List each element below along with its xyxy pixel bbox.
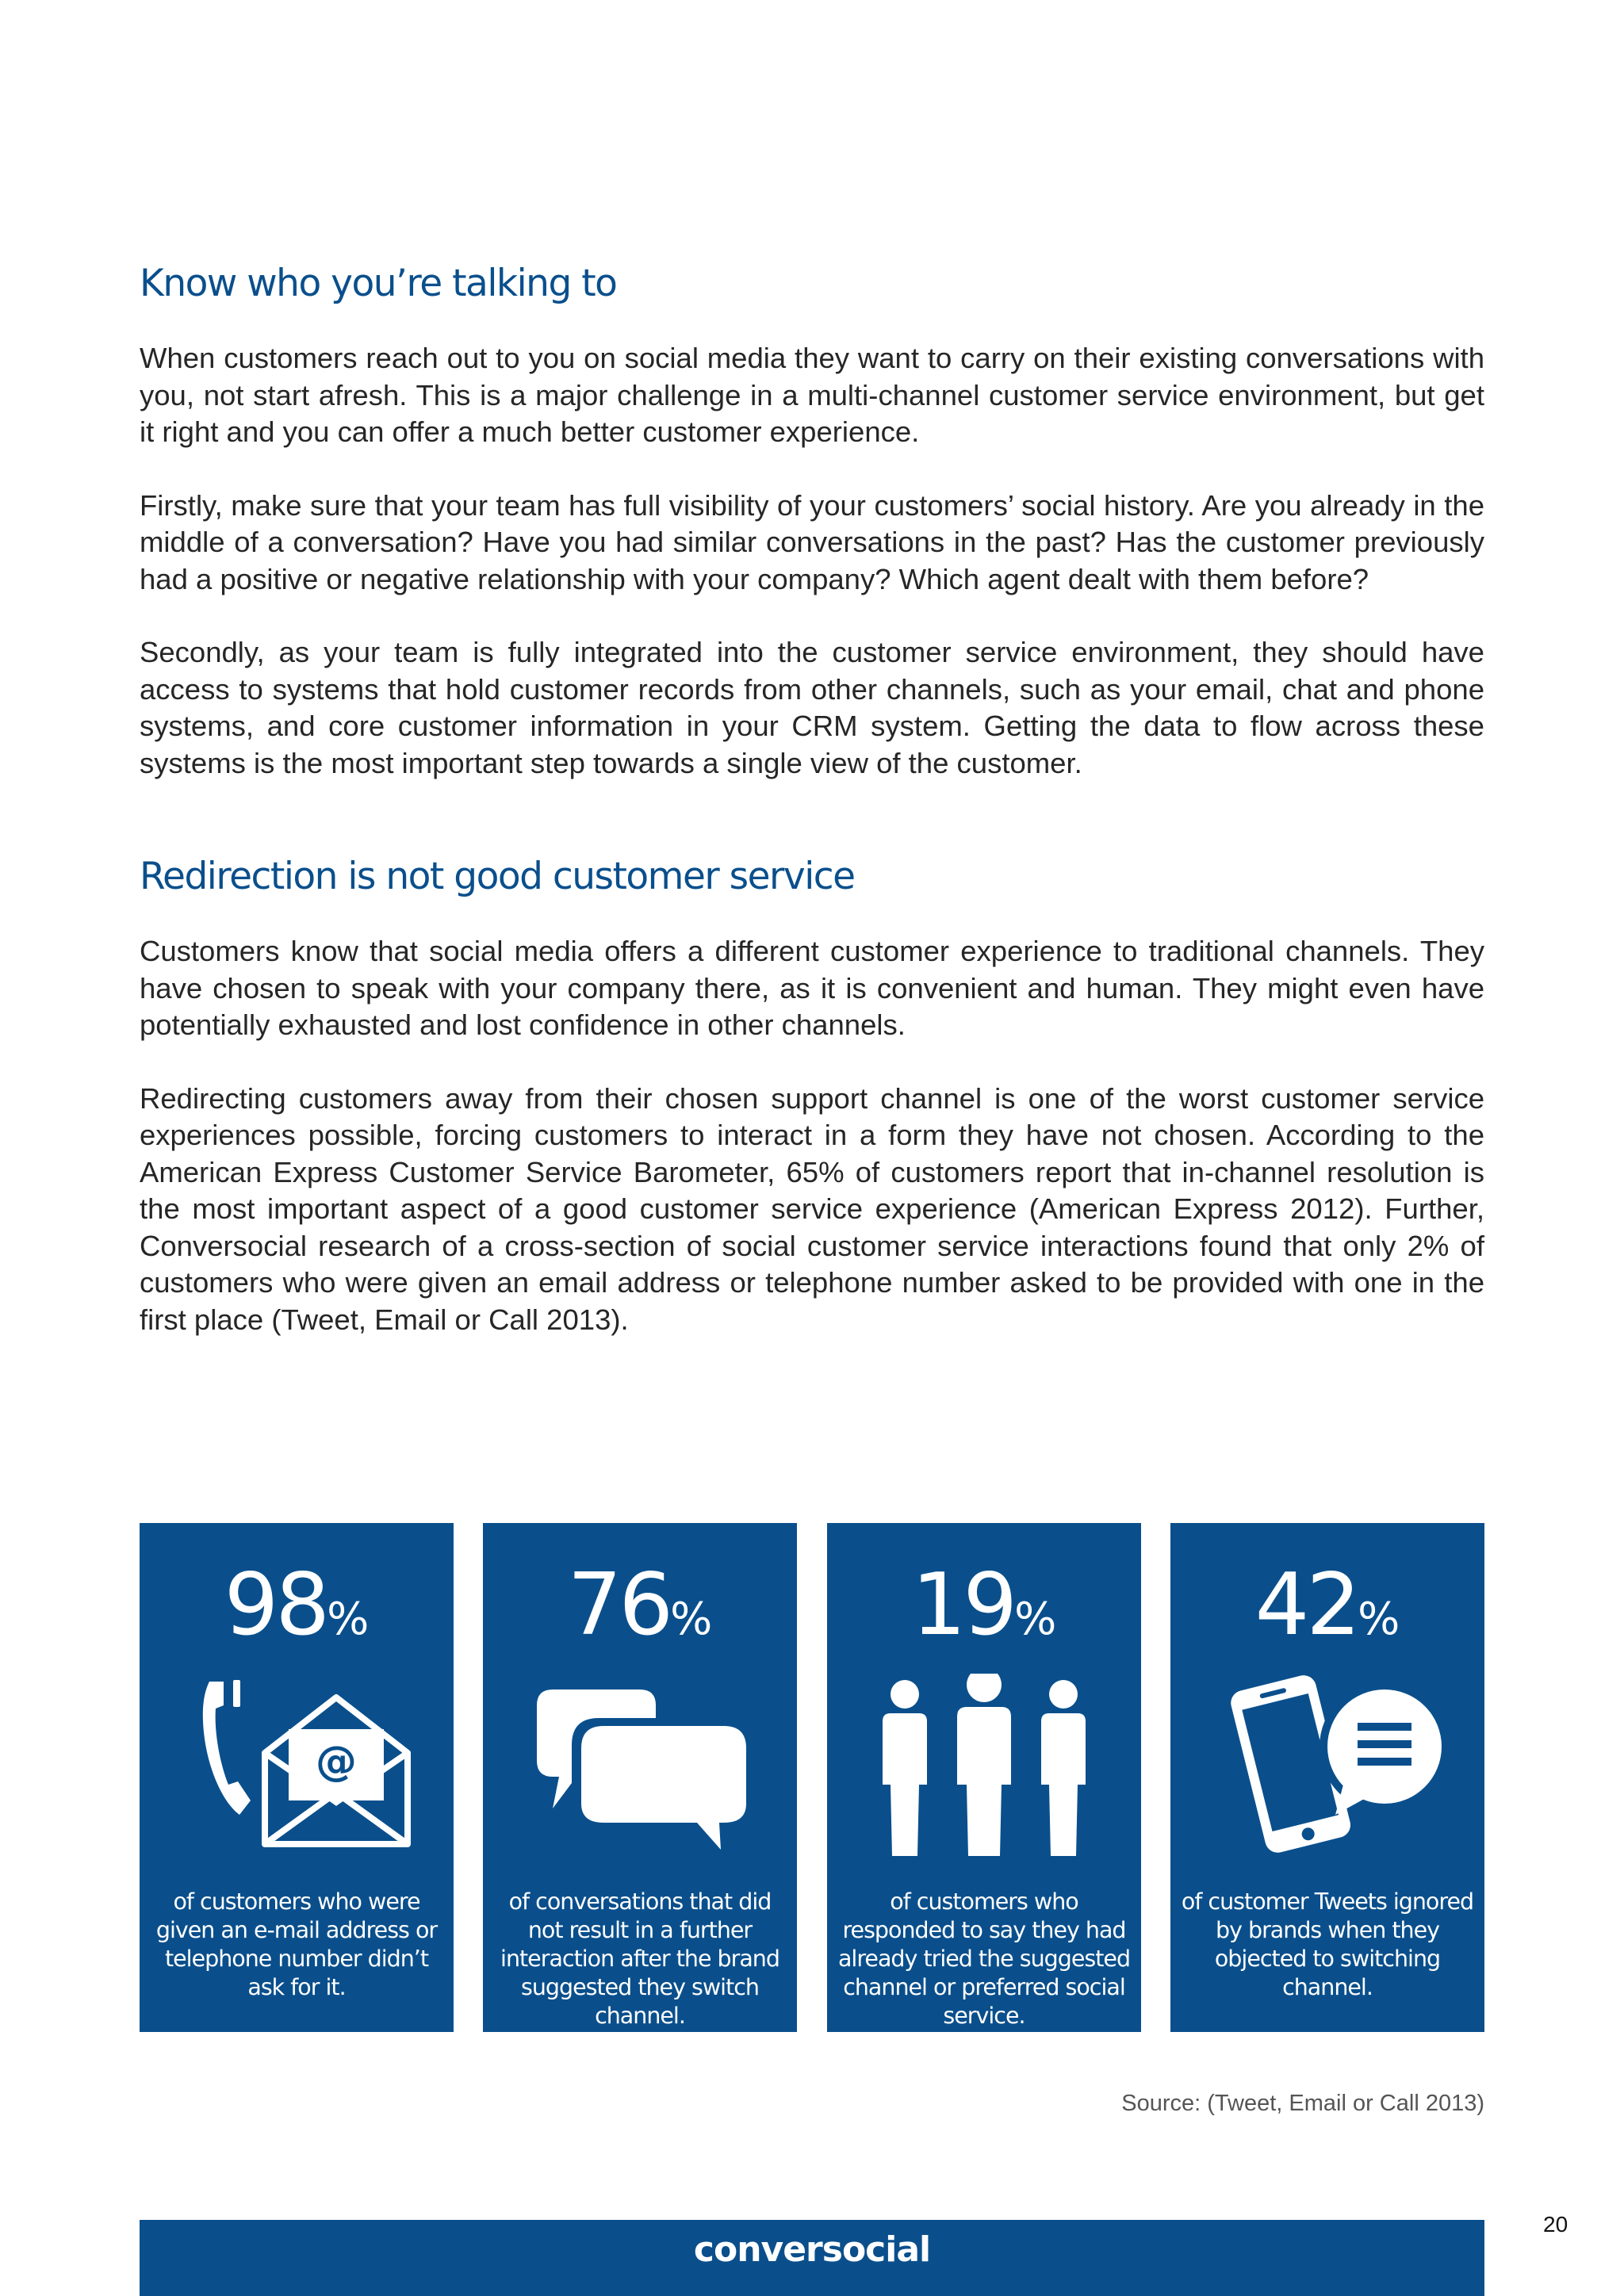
phone-email-icon — [178, 1674, 416, 1856]
people-icon — [865, 1674, 1103, 1856]
stat-caption: of customers who were given an e-mail address or telephone number didn’t ask for it. — [155, 1888, 438, 2000]
page-number: 20 — [1543, 2212, 1568, 2237]
conversocial-logo: conversocial — [693, 2229, 931, 2270]
paragraph: When customers reach out to you on social media they want to carry on their existing conversations with you, not start afresh. This is a major challenge in a multi-channel customer service environment, but get it right and you can offer a much better customer experience. — [140, 342, 1484, 448]
stat-value: 42% — [1254, 1556, 1400, 1655]
stat-value: 19% — [911, 1556, 1057, 1655]
section-heading-know-who: Know who you’re talking to — [140, 262, 617, 305]
stat-card-42 — [1170, 1523, 1484, 2032]
stat-caption: of conversations that did not result in a further interaction after the brand suggested they switch channel. — [500, 1888, 779, 2029]
section-heading-redirection: Redirection is not good customer service — [140, 855, 855, 898]
source-note: Source: (Tweet, Email or Call 2013) — [1121, 2091, 1484, 2116]
paragraph: Secondly, as your team is fully integrated into the customer service environment, they should have access to systems that hold customer records from other channels, such as your email, chat and phone systems, and core customer information in your CRM system. Getting the data to flow across these systems is the most important step towards a single view of the customer. — [140, 636, 1484, 779]
stat-caption: of customers who responded to say they had already tried the suggested channel or preferred social service. — [837, 1888, 1131, 2029]
article — [140, 262, 1484, 1338]
svg-text:@: @ — [316, 1738, 357, 1785]
footer-bar — [140, 2220, 1484, 2296]
paragraph: Redirecting customers away from their chosen support channel is one of the worst customer service experiences possible, forcing customers to interact in a form they have not chosen. According to the American Express Customer Service Barometer, 65% of customers report that in-channel resolution is the most important aspect of a good customer service experience (American Express 2012). Further, Conversocial research of a cross-section of social customer service interactions found that only 2% of customers who were given an email address or telephone number asked to be provided with one in the first place (Tweet, Email or Call 2013). — [140, 1081, 1484, 1336]
stat-value: 76% — [567, 1556, 713, 1655]
stats-row — [140, 1523, 1484, 2032]
stat-value: 98% — [224, 1556, 370, 1655]
paragraph: Customers know that social media offers a different customer experience to traditional channels. They have chosen to speak with your company there, as it is convenient and human. They might even have potentially exhausted and lost confidence in other channels. — [140, 935, 1484, 1041]
stat-caption: of customer Tweets ignored by brands when they objected to switching channel. — [1181, 1888, 1474, 2000]
stat-card-19 — [827, 1523, 1141, 2032]
stat-card-76 — [483, 1523, 797, 2032]
stat-card-98 — [140, 1523, 454, 2032]
mobile-message-icon — [1208, 1674, 1446, 1856]
speech-bubbles-icon — [521, 1674, 759, 1856]
paragraph: Firstly, make sure that your team has full visibility of your customers’ social history. Are you already in the middle of a conversation? Have you had similar conversations in the past? Has the customer previously had a positive or negative relationship with your company? Which agent dealt with them before? — [140, 488, 1484, 595]
